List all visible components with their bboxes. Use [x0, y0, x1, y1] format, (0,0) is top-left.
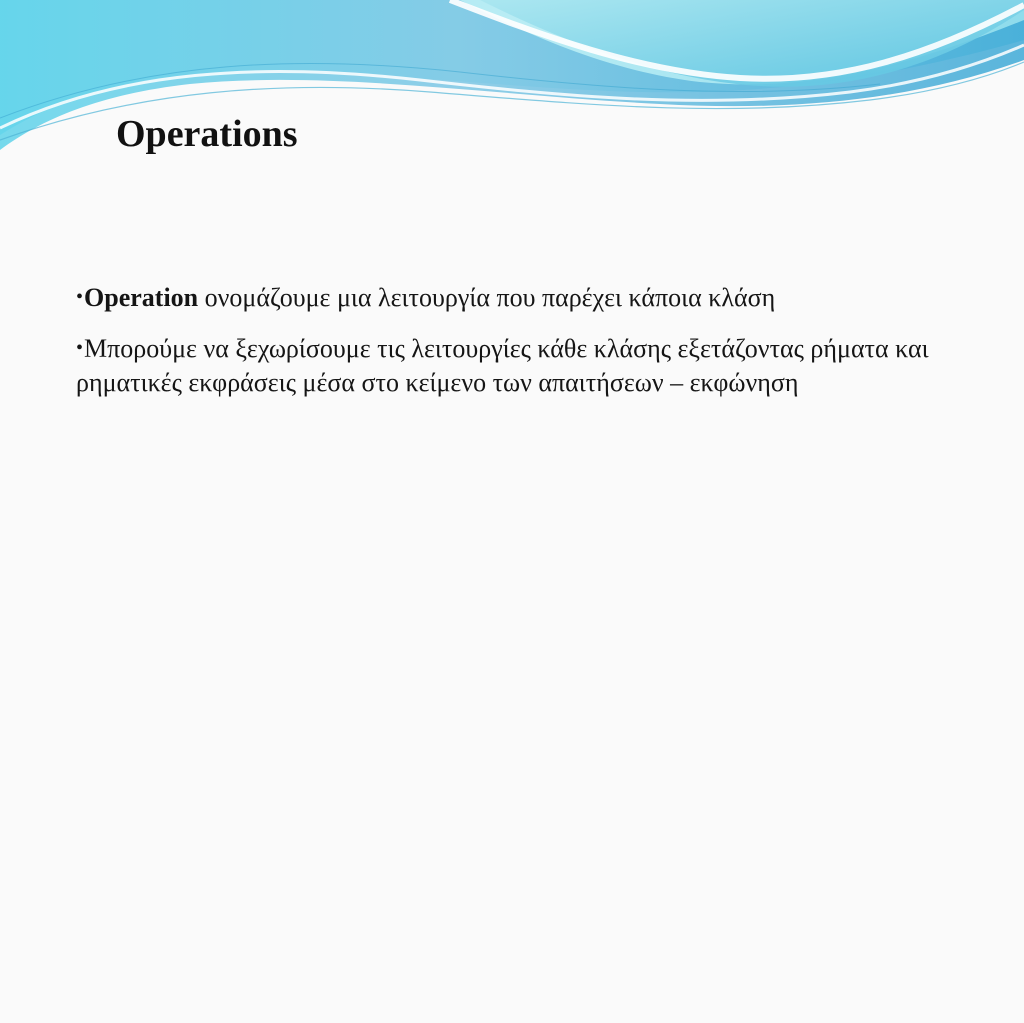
bullet-term: Operation — [84, 283, 199, 312]
bullet-item — [76, 280, 946, 315]
bullet-text: ονομάζουμε μια λειτουργία που παρέχει κάποια κλάση — [198, 283, 776, 312]
slide-title: Operations — [116, 113, 298, 155]
bullet-dot: • — [76, 337, 84, 359]
bullet-list — [76, 280, 946, 416]
bullet-item — [76, 331, 946, 400]
bullet-text: Μπορούμε να ξεχωρίσουμε τις λειτουργίες κάθε κλάσης εξετάζοντας ρήματα και ρηματικές εκφράσεις μέσα στο κείμενο των απαιτήσεων – εκφώνηση — [76, 334, 929, 397]
bullet-dot: • — [76, 286, 84, 308]
